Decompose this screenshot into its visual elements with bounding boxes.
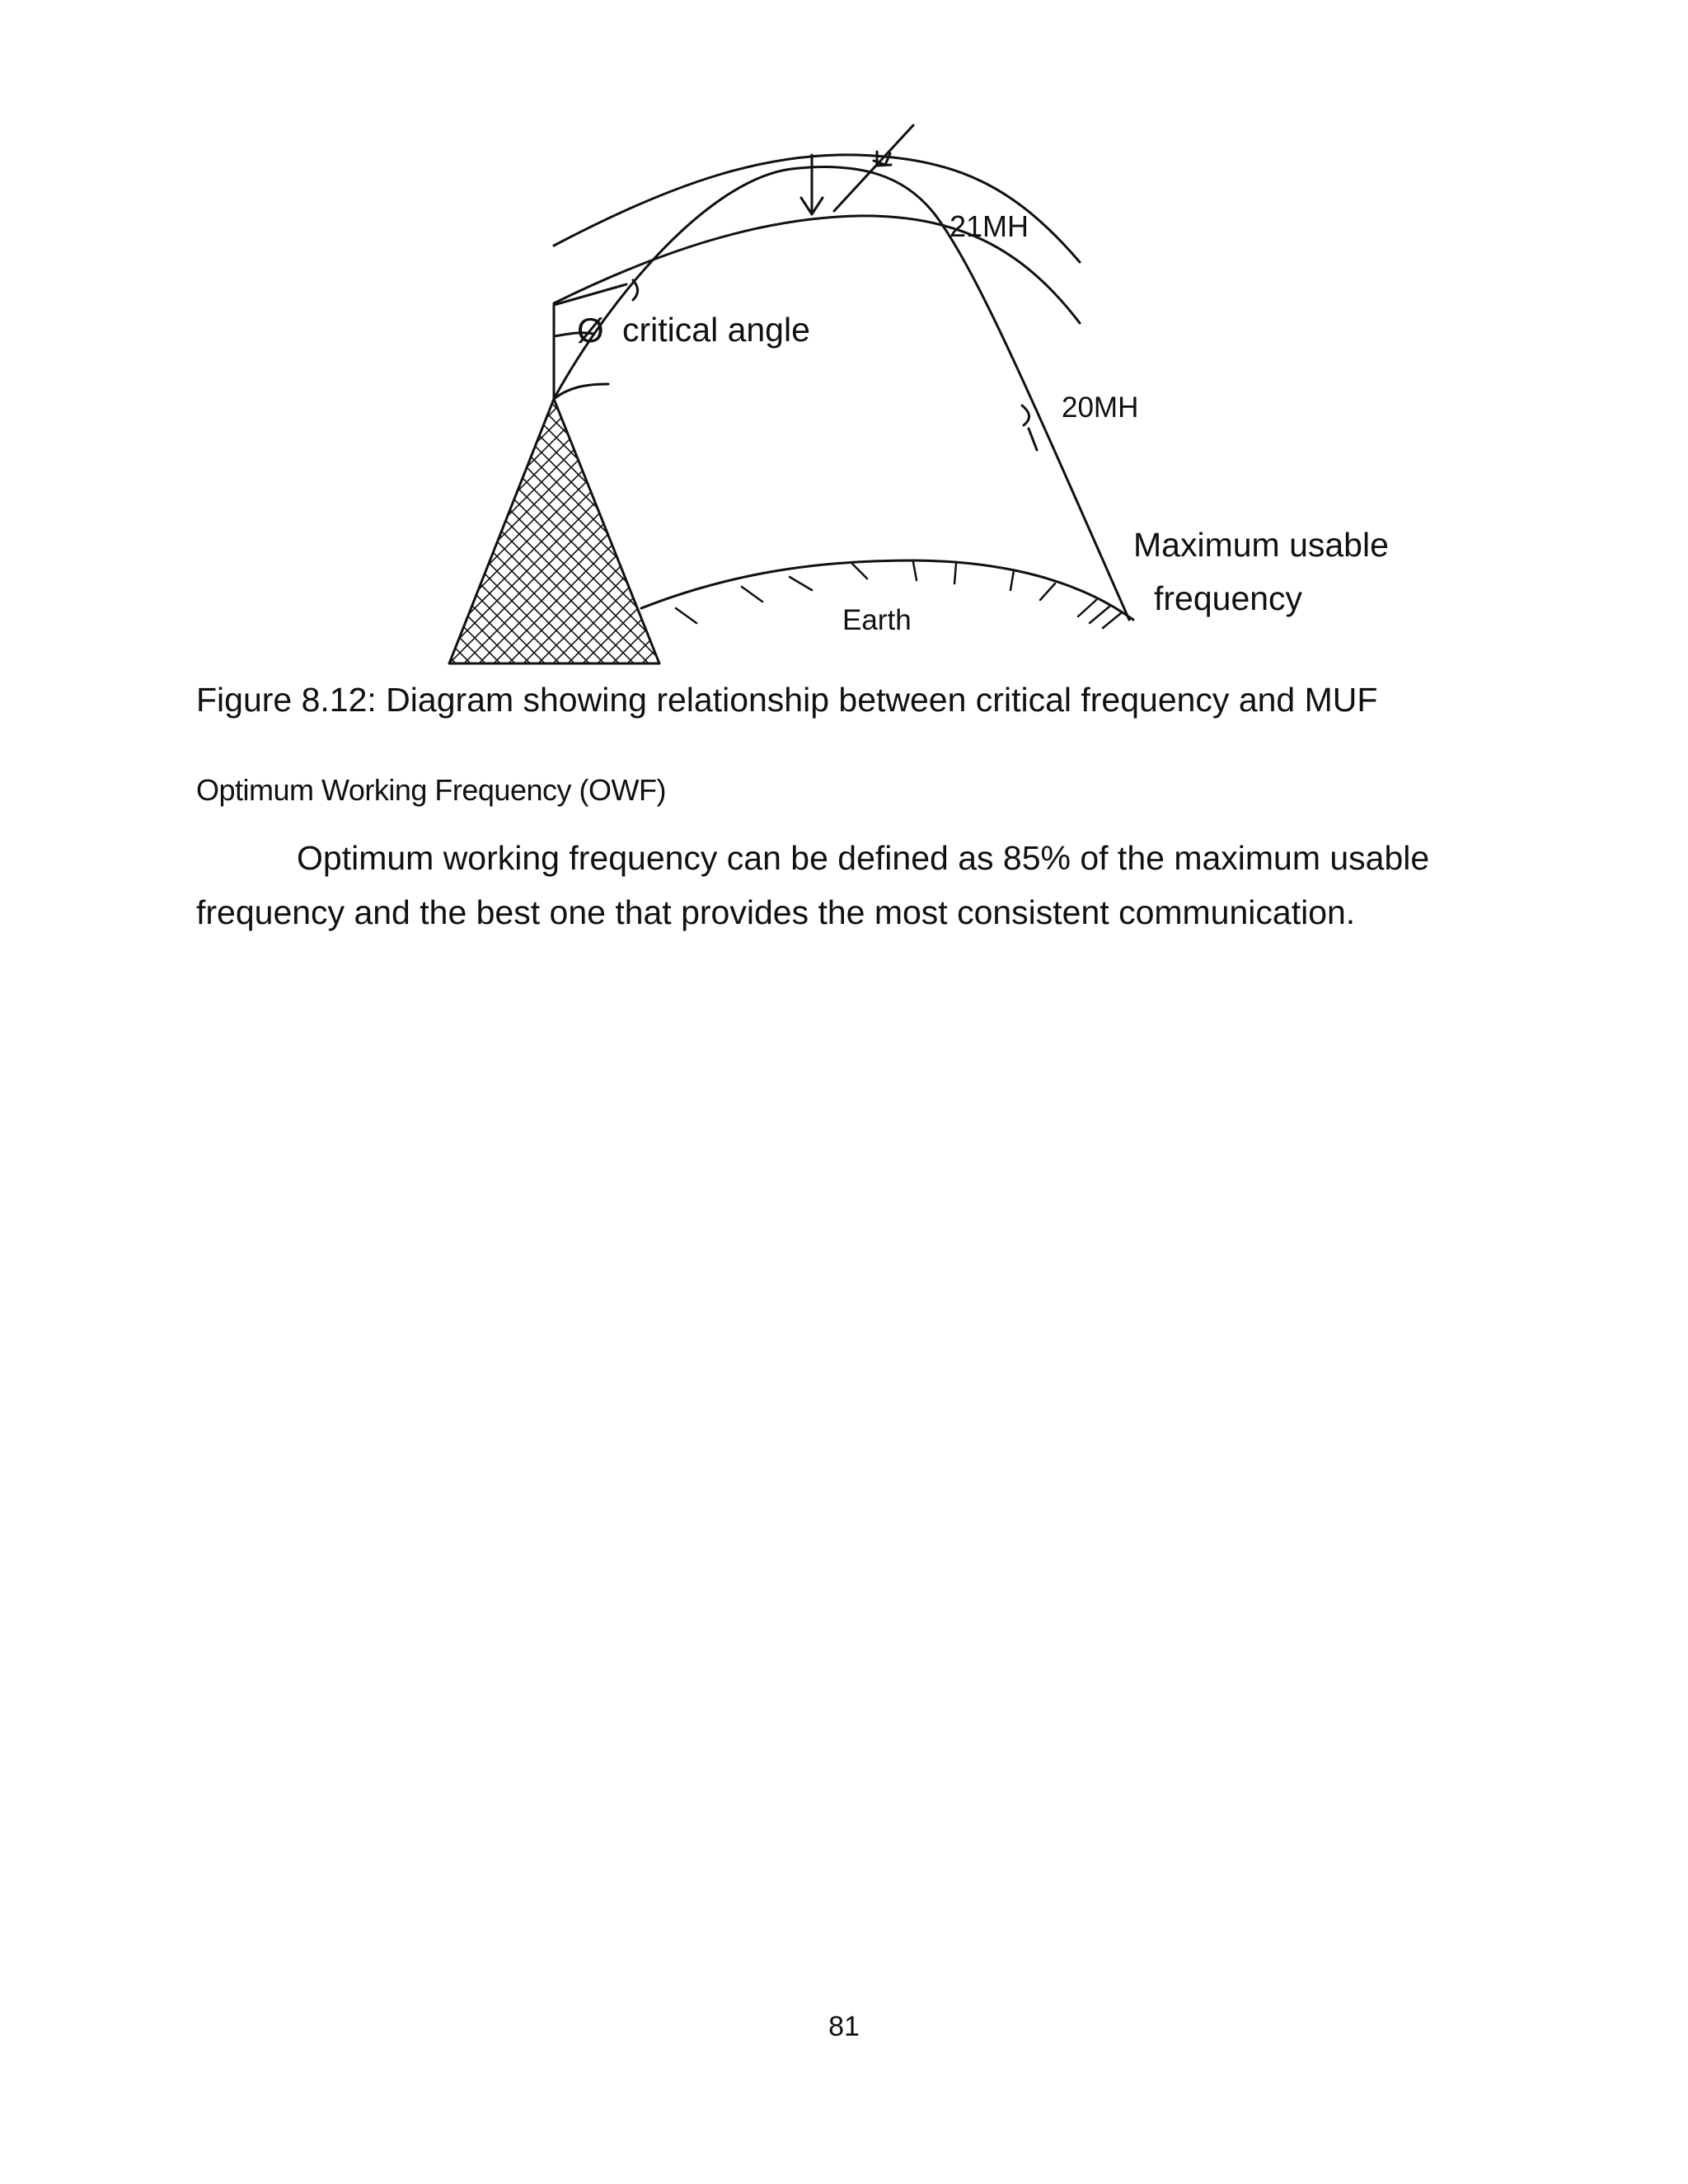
critical-angle-label: critical angle: [622, 311, 810, 349]
section-heading: Optimum Working Frequency (OWF): [196, 773, 666, 807]
body-paragraph: [196, 831, 1498, 940]
muf-ray-path: [554, 166, 1129, 620]
ray-tick-mark: [1022, 405, 1029, 425]
antenna-tower-icon: [449, 399, 659, 663]
incident-arrow-down: [801, 155, 823, 214]
phi-symbol-label: Ø: [577, 311, 604, 349]
earth-label: Earth: [842, 604, 912, 636]
paragraph-line-1: Optimum working frequency can be defined as 85% of the maximum usable: [297, 839, 1430, 877]
muf-label-line2: frequency: [1154, 579, 1303, 617]
muf-label-line1: Maximum usable: [1133, 526, 1389, 564]
lower-frequency-label: 20MH: [1062, 391, 1139, 424]
figure-caption: Figure 8.12: Diagram showing relationship between critical frequency and MUF: [196, 681, 1378, 719]
muf-diagram: [0, 0, 1688, 701]
upper-frequency-label: 21MH: [950, 209, 1029, 243]
paragraph-line-2: frequency and the best one that provides the most consistent communication.: [196, 893, 1356, 931]
page-number: 81: [828, 2011, 860, 2042]
ray-tick-mark-2: [1029, 429, 1037, 450]
